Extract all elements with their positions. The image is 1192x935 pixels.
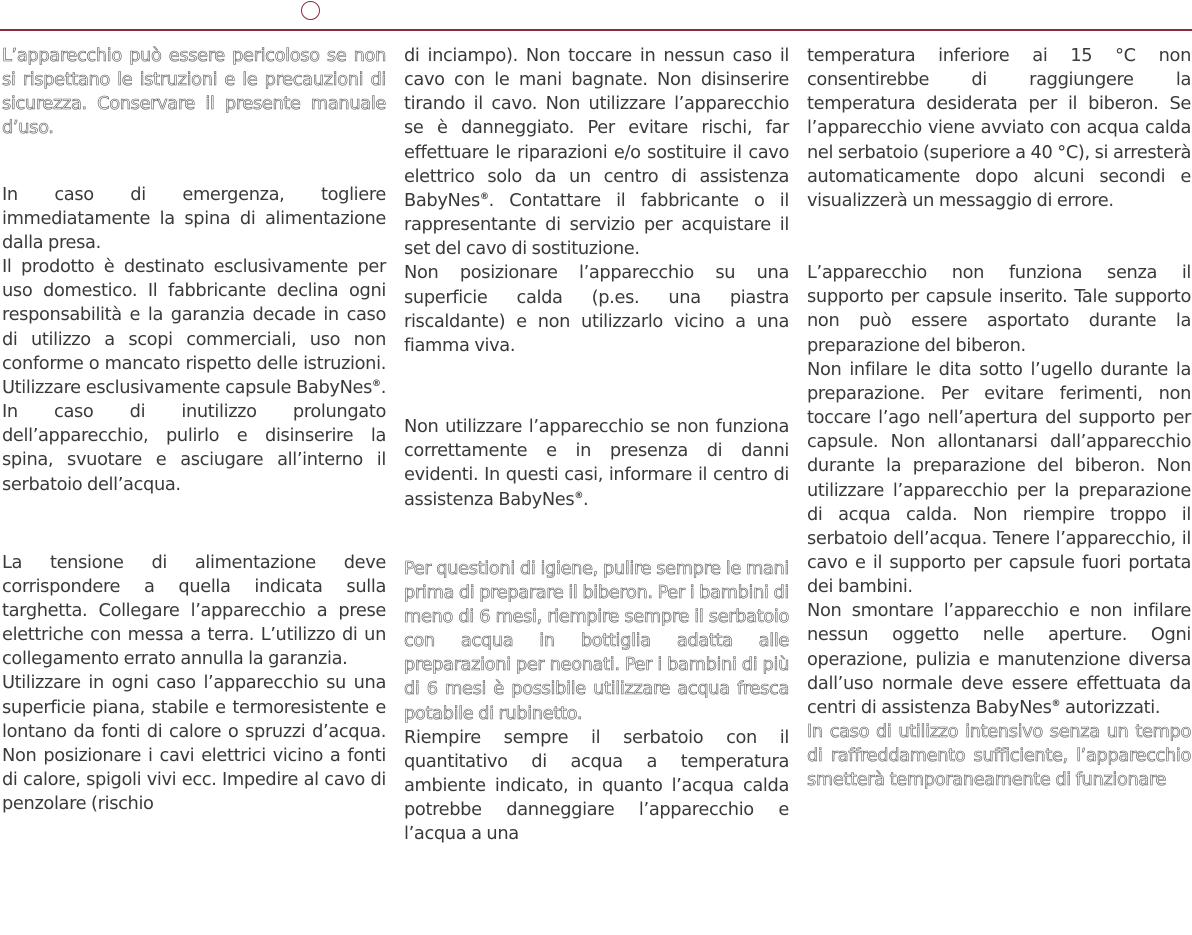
malfunction-paragraph: Non utilizzare l’apparecchio se non funziona correttamente e in presenza di danni evidenti. In questi casi, informare il centro di assistenza BabyNes®. bbox=[404, 416, 789, 510]
column-2 bbox=[404, 44, 789, 847]
fill-water-paragraph: Riempire sempre il serbatoio con il quantitativo di acqua a temperatura ambiente indicato, in quanto l’acqua calda potrebbe danneggiare l’apparecchio e l’acqua a una bbox=[404, 726, 789, 845]
column-3 bbox=[807, 44, 1191, 793]
page-marker-circle bbox=[301, 1, 320, 20]
domestic-use-paragraph: Il prodotto è destinato esclusivamente per uso domestico. Il fabbricante declina ogni responsabilità e la garanzia decade in caso di utilizzo a scopi commerciali, uso non conforme o mancato rispetto delle istruzioni. Utilizzare esclusivamente capsule BabyNes®. In caso di inutilizzo prolungato dell’apparecchio, pulirlo e disinserire la spina, svuotare e asciugare all’interno il serbatoio dell’acqua. bbox=[2, 256, 386, 495]
warning-paragraph: L’apparecchio può essere pericoloso se non si rispettano le istruzioni e le precauzioni di sicurezza. Conservare il presente manuale d’uso. bbox=[2, 45, 386, 139]
hygiene-paragraph: Per questioni di igiene, pulire sempre le mani prima di preparare il biberon. Per i bambini di meno di 6 mesi, riempire sempre il serbatoio con acqua in bottiglia adatta alle preparazioni per neonati. Per i bambini di più di 6 mesi è possibile utilizzare acqua fresca potabile di rubinetto. bbox=[404, 557, 789, 724]
surface-paragraph: Utilizzare in ogni caso l’apparecchio su una superficie piana, stabile e termoresistente e lontano da fonti di calore o spruzzi d’acqua. Non posizionare i cavi elettrici vicino a fonti di calore, spigoli vivi ecc. Impedire al cavo di penzolare (rischio bbox=[2, 672, 386, 815]
nozzle-paragraph: Non infilare le dita sotto l’ugello durante la preparazione. Per evitare ferimenti, non toccare l’ago nell’apertura del supporto per capsule. Non allontanarsi dall’apparecchio durante la preparazione del biberon. Non utilizzare l’apparecchio per la preparazione di acqua calda. Non riempire troppo il serbatoio dell’acqua. Tenere l’apparecchio, il cavo e il supporto per capsule fuori portata dei bambini. bbox=[807, 358, 1191, 598]
capsule-holder-paragraph: L’apparecchio non funziona senza il supporto per capsule inserito. Tale supporto non può essere asportato durante la preparazione del biberon. bbox=[807, 262, 1191, 356]
intensive-use-paragraph: In caso di utilizzo intensivo senza un tempo di raffreddamento sufficiente, l’apparecchio smetterà temporaneamente di funzionare bbox=[807, 721, 1191, 791]
emergency-paragraph: In caso di emergenza, togliere immediatamente la spina di alimentazione dalla presa. bbox=[2, 183, 386, 253]
temperature-paragraph: temperatura inferiore ai 15 °C non consentirebbe di raggiungere la temperatura desiderata per il biberon. Se l’apparecchio viene avviato con acqua calda nel serbatoio (superiore a 40 °C), si arresterà automaticamente dopo alcuni secondi e visualizzerà un messaggio di errore. bbox=[807, 45, 1191, 211]
hot-surface-paragraph: Non posizionare l’apparecchio su una superficie calda (p.es. una piastra riscaldante) e non utilizzarlo vicino a una fiamma viva. bbox=[404, 262, 789, 356]
header-rule bbox=[0, 29, 1192, 31]
cable-paragraph: di inciampo). Non toccare in nessun caso il cavo con le mani bagnate. Non disinserire tirando il cavo. Non utilizzare l’apparecchio se è danneggiato. Per evitare rischi, far effettuare le riparazioni e/o sostituire il cavo elettrico solo da un centro di assistenza BabyNes®. Contattare il fabbricante o il rappresentante di servizio per acquistare il set del cavo di sostituzione. bbox=[404, 45, 789, 260]
voltage-paragraph: La tensione di alimentazione deve corrispondere a quella indicata sulla targhetta. Collegare l’apparecchio a prese elettriche con messa a terra. L’utilizzo di un collegamento errato annulla la garanzia. bbox=[2, 551, 386, 670]
column-1 bbox=[2, 44, 386, 816]
disassembly-paragraph: Non smontare l’apparecchio e non infilare nessun oggetto nelle aperture. Ogni operazione, pulizia e manutenzione diversa dall’uso normale deve essere effettuata da centri di assistenza BabyNes® autorizzati. bbox=[807, 600, 1191, 718]
